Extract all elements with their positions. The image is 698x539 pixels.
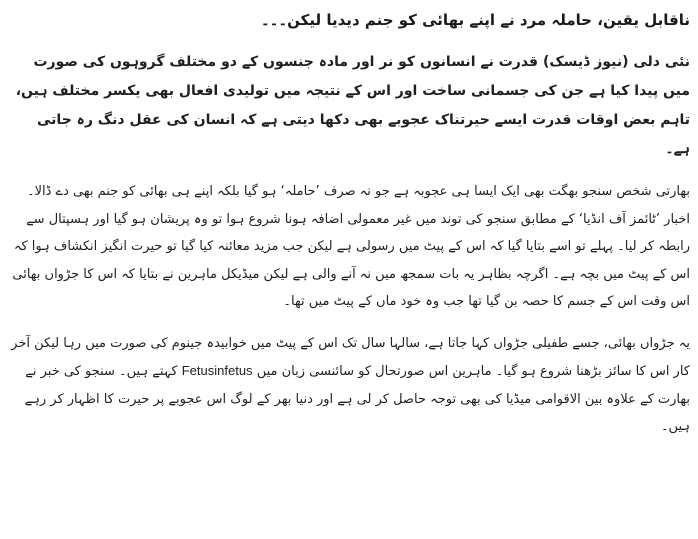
article-paragraph-2: بھارتی شخص سنجو بھگت بھی ایک ایسا ہی عجوبہ ہے جو نہ صرف ’حاملہ‘ ہو گیا بلکہ اپنے ہی بھائی کو جنم بھی دے ڈالا۔ اخبار ’ٹائمز آف انڈیا‘ کے مطابق سنجو کی توند میں غیر معمولی اضافہ ہونا شروع ہوا تو وہ پریشان ہو گیا اور ہسپتال سے رابطہ کر لیا۔ پہلے تو اسے بتایا گیا کہ اس کے پیٹ میں رسولی ہے لیکن جب مزید معائنہ کیا گیا تو حیرت انگیز انکشاف ہوا کہ اس کے پیٹ میں بچہ ہے۔ اگرچہ بظاہر یہ بات سمجھ میں نہ آنے والی ہے لیکن میڈیکل ماہرین نے بتایا کہ اس کا جڑواں بھائی اس وقت اس کے جسم کا حصہ بن گیا تھا جب وہ خود ماں کے پیٹ میں تھا۔ [12, 184, 690, 309]
article [10, 0, 690, 539]
scientific-term: Fetusinfetus [181, 363, 253, 378]
paragraph-3-text-before: یہ جڑواں بھائی، جسے طفیلی جڑواں کہا جاتا ہے، سالہا سال تک اس کے پیٹ میں خوابیدہ جینوم کی صورت میں رہا لیکن آخر کار اس کا سائز بڑھنا شروع ہو گیا۔ ماہرین اس صورتحال کو سائنسی زبان میں [11, 335, 690, 379]
article-headline: ناقابل یقین، حاملہ مرد نے اپنے بھائی کو جنم دیدیا لیکن۔۔۔ [260, 11, 690, 29]
paragraph-3-text-after: کہتے ہیں۔ سنجو کی خبر نے بھارت کے علاوہ بین الاقوامی میڈیا کی بھی توجہ حاصل کر لی ہے اور دنیا بھر کے لوگ اس عجوبے پر حیرت کا اظہار کر رہے ہیں۔ [24, 364, 690, 434]
article-paragraph-3 [10, 330, 690, 441]
article-lead-paragraph: نئی دلی (نیوز ڈیسک) قدرت نے انسانوں کو نر اور مادہ جنسوں کے دو مختلف گروہوں کی صورت میں پیدا کیا ہے جن کی جسمانی ساخت اور اس کے نتیجہ میں تولیدی افعال بھی یکسر مختلف ہیں، تاہم بعض اوقات قدرت ایسے حیرتناک عجوبے بھی دکھا دیتی ہے کہ انسان کی عقل دنگ رہ جاتی ہے۔ [15, 54, 690, 157]
